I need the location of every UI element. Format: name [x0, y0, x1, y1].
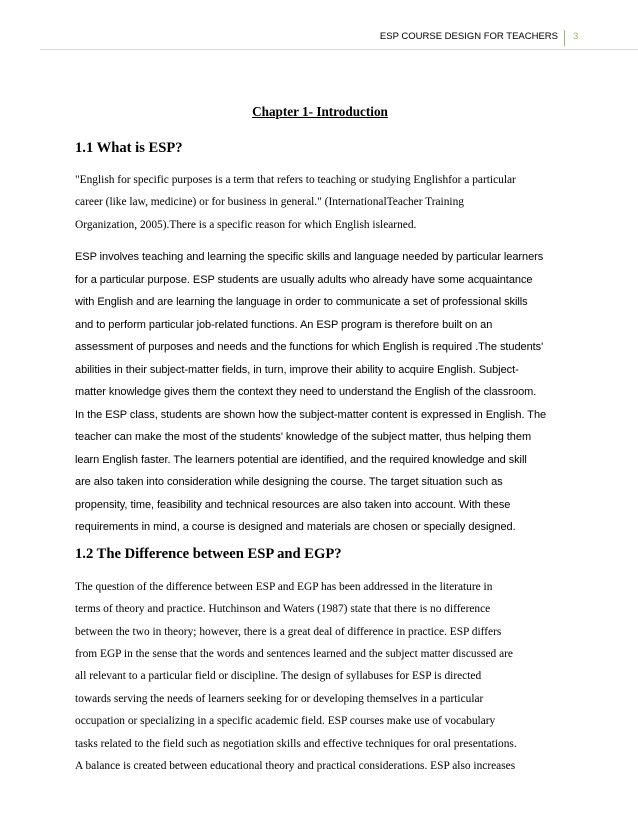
text-line: towards serving the needs of learners seeking for or developing themselves in a particular [75, 692, 484, 705]
running-header [0, 30, 638, 48]
text-line: with English and are learning the language in order to communicate a set of professional skills [75, 296, 528, 309]
header-title: ESP COURSE DESIGN FOR TEACHERS [379, 31, 558, 42]
text-line: all relevant to a particular field or discipline. The design of syllabuses for ESP is directed [75, 670, 482, 683]
text-line: Organization, 2005).There is a specific reason for which English islearned. [75, 218, 417, 231]
text-line: A balance is created between educational theory and practical considerations. ESP also increases [75, 759, 516, 772]
paragraph-esp-description [75, 246, 565, 539]
text-line: career (like law, medicine) or for business in general." (InternationalTeacher Training [75, 196, 464, 209]
paragraph-esp-egp-difference [75, 576, 565, 778]
text-line: propensity, time, feasibility and technical resources are also taken into account. With these [75, 498, 511, 511]
text-line: from EGP in the sense that the words and sentences learned and the subject matter discussed are [75, 647, 513, 660]
text-line: "English for specific purposes is a term that refers to teaching or studying Englishfor a particular [75, 174, 516, 186]
text-line: ESP involves teaching and learning the specific skills and language needed by particular learners [75, 251, 544, 264]
section-heading-what-is-esp: 1.1 What is ESP? [75, 140, 183, 156]
paragraph-esp-definition [75, 169, 565, 236]
section-heading-esp-vs-egp: 1.2 The Difference between ESP and EGP? [75, 545, 342, 562]
page-content [75, 104, 565, 783]
header-divider [564, 30, 565, 46]
header-rule [40, 49, 638, 50]
text-line: and to perform particular job-related functions. An ESP program is therefore built on an [75, 318, 493, 331]
text-line: requirements in mind, a course is designed and materials are chosen or specially designed. [75, 521, 516, 534]
text-line: occupation or specializing in a specific academic field. ESP courses make use of vocabulary [75, 715, 496, 728]
text-line: terms of theory and practice. Hutchinson and Waters (1987) state that there is no difference [75, 603, 491, 616]
text-line: tasks related to the field such as negotiation skills and effective techniques for oral presentations. [75, 737, 517, 750]
text-line: abilities in their subject-matter fields, in turn, improve their ability to acquire English. Subject- [75, 363, 519, 376]
text-line: between the two in theory; however, there is a great deal of difference in practice. ESP differs [75, 625, 502, 638]
text-line: matter knowledge gives them the context they need to understand the English of the classroom. [75, 386, 537, 399]
text-line: In the ESP class, students are shown how the subject-matter content is expressed in English. The [75, 408, 547, 421]
text-line: are also taken into consideration while designing the course. The target situation such as [75, 476, 503, 489]
page-number: 3 [573, 31, 579, 42]
text-line: for a particular purpose. ESP students are usually adults who already have some acquaintance [75, 273, 533, 286]
text-line: The question of the difference between ESP and EGP has been addressed in the literature in [75, 580, 493, 593]
chapter-title: Chapter 1- Introduction [252, 104, 388, 119]
text-line: learn English faster. The learners potential are identified, and the required knowledge and skill [75, 453, 527, 466]
text-line: teacher can make the most of the students' knowledge of the subject matter, thus helping them [75, 431, 532, 444]
text-line: assessment of purposes and needs and the functions for which English is required .The students' [75, 341, 544, 354]
